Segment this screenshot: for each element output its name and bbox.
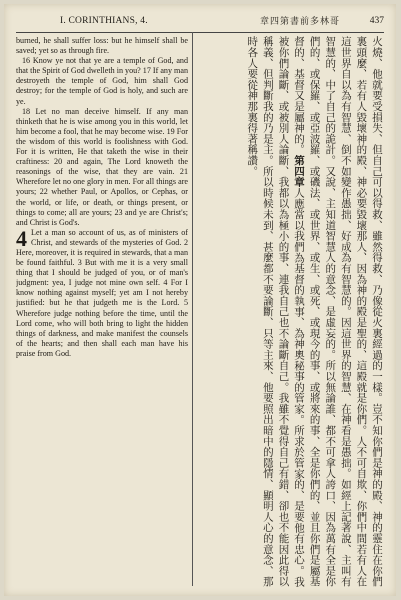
english-paragraph: Let a man so account of us, as of ministers of Christ, and stewards of the mysteries of God. 2 Here, moreover, it is required in stewards, that a man be found faithful. 3 But with me it is a very small thing that I should be judged of you, or of man's judgment: yea, I judge not mine own self. 4 For I know nothing against myself; yet am I not hereby justified: but he that judgeth me is the Lord. 5 Wherefore judge nothing before the time, until the Lord come, who will both bring to light the hidden things of darkness, and make manifest the counsels of the hearts; and then shall each man have his praise from God. [16,227,188,358]
english-running-title: I. CORINTHIANS, 4. [60,16,148,26]
english-paragraph: 16 Know ye not that ye are a temple of God, and that the Spirit of God dwelleth in you? 17 If any man destroyeth the temple of God, him shall God destroy; for the temple of God is holy, and such are ye. [16,56,188,106]
english-column [16,36,188,588]
chinese-paragraph: 人不可自欺、你們中間若有人在這世界自以為有智慧、倒不如變作愚拙、好成為有智慧的。因這世界的智慧、在神看是愚拙。如經上記著說、主叫有智慧的、中了自己的詭計。又說、主知道智慧人的意念、是虛妄的。所以無論誰、都不可拿人誇口、因為萬有全是你們的、或保羅、或亞波羅、或磯法、或世界、或生、或死、或現今的事、或將來的事、全是你們的、並且你們是屬基督的、基督又是屬神的。 [293,36,368,587]
chinese-running-title: 章四第書前多林哥 [260,16,341,26]
page-header [12,12,388,30]
english-paragraph: burned, he shall suffer loss: but he himself shall be saved; yet so as through fire. [16,36,188,56]
page-number: 437 [369,16,384,26]
chapter-number: 4 [16,225,27,251]
chinese-paragraph: 火燒、他就要受損失、但自己可以得救、雖然得救、乃像從火裏經過的一樣。豈不知你們是神的殿、神的靈住在你們裏頭麼、若有人毀壞神的殿、神必要毀壞那人、因為神的殿是聖的、這殿就是你們。 [355,36,383,587]
english-paragraph: 18 Let no man deceive himself. If any man thinketh that he is wise among you in this world, let him become a fool, that he may become wise. 19 For the wisdom of this world is foolishness with God. For it is written, He that taketh the wise in their craftiness: 20 and again, The Lord knoweth the reasonings of the wise, that they are vain. 21 Wherefore let no one glory in men. For all things are yours; 22 whether Paul, or Apollos, or Cephas, or the world, or life, or death, or things present, or things to come; all are yours; 23 and ye are Christ's; and Christ is God's. [16,106,188,227]
header-rule [16,32,384,33]
chinese-chapter-heading: 第四章 [293,154,306,188]
chinese-column [196,36,384,588]
column-divider [192,32,193,586]
chinese-paragraph: 人應當以我們為基督的執事、為神奧秘事的管家。所求於管家的、是要他有忠心。我被你們論斷、或被別人論斷、我都以為極小的事、連我自己也不論斷自己。我雖不覺得自己有錯、卻也不能因此得以稱義、但判斷我的乃是主。所以時候未到、甚麼都不要論斷、只等主來、他要照出暗中的隱情、顯明人心的意念、那時各人要從神那裏得著稱讚。 [246,36,306,587]
book-page [4,4,396,596]
chapter-start [16,225,188,359]
